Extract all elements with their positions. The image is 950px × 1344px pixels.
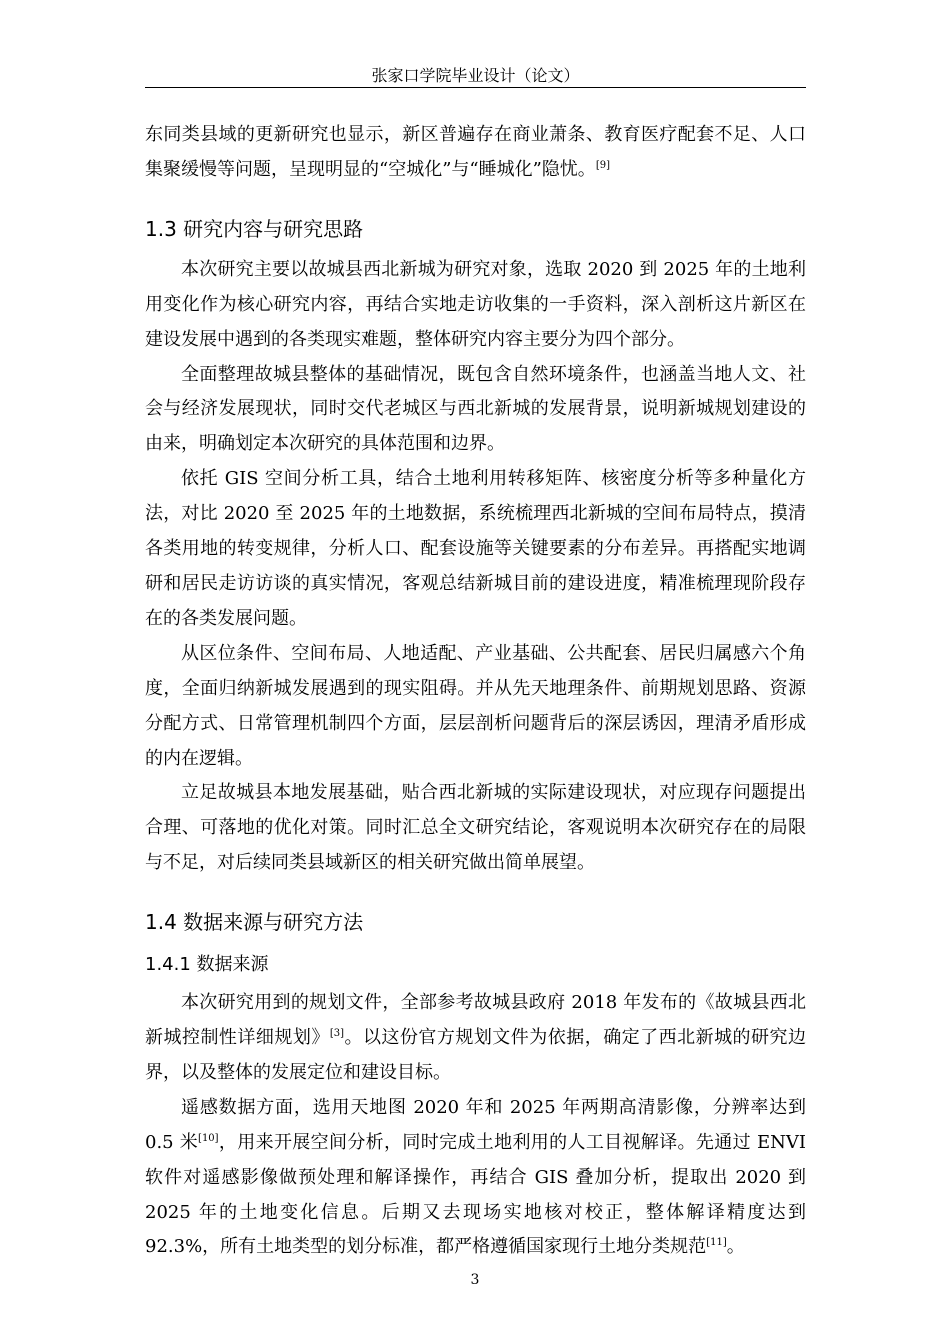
paragraph-text: 东同类县域的更新研究也显示，新区普遍存在商业萧条、教育医疗配套不足、人口集聚缓慢等问题，呈现明显的“空城化”与“睡城化”隐忧。	[145, 124, 806, 180]
paragraph-text: 遥感数据方面，选用天地图 2020 年和 2025 年两期高清影像，分辨率达到 0.5 米	[145, 1096, 806, 1153]
citation-ref: [9]	[595, 159, 610, 171]
paragraph-continued	[145, 118, 806, 188]
paragraph-text: 。以这份官方规划文件为依据，确定了西北新城的研究边界，以及整体的发展定位和建设目标。	[145, 1027, 807, 1083]
paragraph: 从区位条件、空间布局、人地适配、产业基础、公共配套、居民归属感六个角度，全面归纳新城发展遇到的现实阻碍。并从先天地理条件、前期规划思路、资源分配方式、日常管理机制四个方面，层层剖析问题背后的深层诱因，理清矛盾形成的内在逻辑。	[145, 642, 806, 769]
paragraph-text: ，用来开展空间分析，同时完成土地利用的人工目视解译。先通过 ENVI 软件对遥感影像做预处理和解译操作，再结合 GIS 叠加分析，提取出 2020 到 2025 年的土地变化信息。后期又去现场实地核对校正，整体解译精度达到 92.3%，所有土地类型的划分标准，都严格遵循国家现行土地分类规范	[145, 1131, 806, 1258]
paragraph	[145, 986, 806, 1091]
running-header: 张家口学院毕业设计（论文）	[371, 66, 580, 85]
subsection-heading-1-4-1: 1.4.1 数据来源	[145, 954, 269, 976]
page-body	[145, 118, 806, 1265]
paragraph: 本次研究主要以故城县西北新城为研究对象，选取 2020 到 2025 年的土地利用变化作为核心研究内容，再结合实地走访收集的一手资料，深入剖析这片新区在建设发展中遇到的各类现实难题，整体研究内容主要分为四个部分。	[145, 258, 806, 350]
paragraph-text: 。	[726, 1236, 745, 1258]
paragraph-text: 本次研究用到的规划文件，全部参考故城县政府 2018 年发布的《故城县西北新城控制性详细规划》	[145, 992, 806, 1049]
section-heading-1-3: 1.3 研究内容与研究思路	[145, 216, 364, 241]
section-heading-1-4: 1.4 数据来源与研究方法	[145, 910, 364, 935]
paragraph: 依托 GIS 空间分析工具，结合土地利用转移矩阵、核密度分析等多种量化方法，对比 2020 至 2025 年的土地数据，系统梳理西北新城的空间布局特点，摸清各类用地的转变规律，分析人口、配套设施等关键要素的分布差异。再搭配实地调研和居民走访访谈的真实情况，客观总结新城目前的建设进度，精准梳理现阶段存在的各类发展问题。	[145, 468, 806, 629]
citation-ref: [3]	[329, 1028, 344, 1040]
citation-ref: [11]	[706, 1237, 727, 1249]
page-number: 3	[470, 1272, 480, 1288]
header-rule	[145, 87, 806, 88]
paragraph: 立足故城县本地发展基础，贴合西北新城的实际建设现状，对应现存问题提出合理、可落地的优化对策。同时汇总全文研究结论，客观说明本次研究存在的局限与不足，对后续同类县域新区的相关研究做出简单展望。	[145, 782, 806, 874]
citation-ref: [10]	[198, 1132, 219, 1144]
paragraph: 全面整理故城县整体的基础情况，既包含自然环境条件，也涵盖当地人文、社会与经济发展现状，同时交代老城区与西北新城的发展背景，说明新城规划建设的由来，明确划定本次研究的具体范围和边界。	[145, 363, 806, 455]
paragraph	[145, 1091, 806, 1266]
